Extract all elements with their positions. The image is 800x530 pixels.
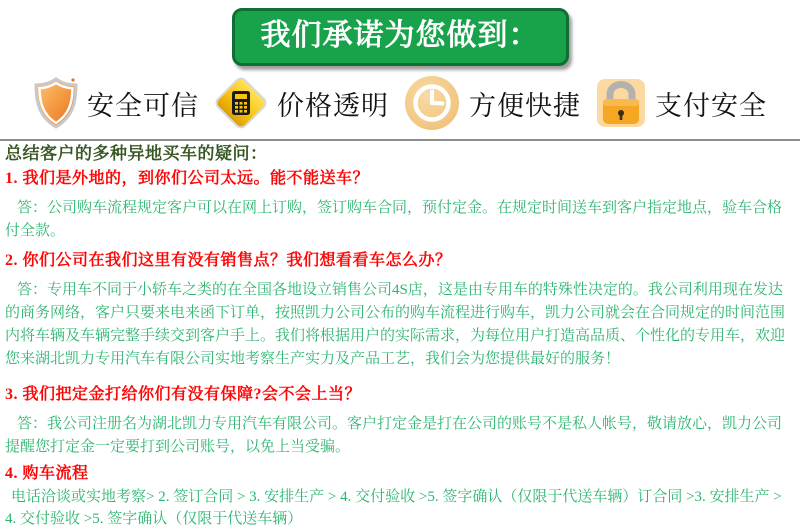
faq-question-3: 3. 我们把定金打给你们有没有保障?会不会上当？ bbox=[5, 386, 362, 403]
faq-question-1: 1. 我们是外地的，到你们公司太远。能不能送车？ bbox=[5, 170, 370, 187]
faq-heading: 总结客户的多种异地买车的疑问： bbox=[5, 144, 268, 163]
shield-icon bbox=[33, 76, 79, 130]
promise-label-payment: 支付安全 bbox=[655, 90, 767, 121]
promise-banner: 我们承诺为您做到： bbox=[232, 8, 569, 66]
faq-question-2: 2. 你们公司在我们这里有没有销售点？我们想看看车怎么办？ bbox=[5, 252, 452, 269]
promise-item-fast bbox=[403, 74, 581, 132]
faq-answer-2: 答：专用车不同于小轿车之类的在全国各地设立销售公司4S店，这是由专用车的特殊性决定的。我公司利用现在发达的商务网络，客户只要来电来函下订单，按照凯力公司公布的购车流程进行购车，凯力公司就会在合同规定的时间范围内将车辆及车辆完整手续交到客户手上。我们将根据用户的实际需求，为每位用户打造高品质、个性化的专用车，欢迎您来湖北凯力专用汽车有限公司实地考察生产实力及产品工艺，我们会为您提供最好的服务！ bbox=[5, 282, 786, 367]
promise-item-safe bbox=[33, 76, 199, 130]
faq-answer-3: 答：我公司注册名为湖北凯力专用汽车有限公司。客户打定金是打在公司的账号不是私人帐号，敬请放心，凯力公司提醒您打定金一定要打到公司账号，以免上当受骗。 bbox=[5, 416, 783, 455]
promise-item-payment bbox=[595, 77, 767, 129]
lock-icon bbox=[595, 77, 647, 129]
promise-item-price bbox=[213, 75, 389, 131]
promise-label-price: 价格透明 bbox=[277, 90, 389, 121]
purchase-process-steps: 电话洽谈或实地考察> 2. 签订合同 > 3. 安排生产 > 4. 交付验收 >5. 签字确认（仅限于代送车辆）订合同 >3. 安排生产 > 4. 交付验收 >5. 签字确认（仅限于代送车辆） bbox=[5, 489, 782, 527]
promise-label-fast: 方便快捷 bbox=[469, 90, 581, 121]
faq-section bbox=[0, 141, 800, 530]
promise-icons-row bbox=[0, 72, 800, 134]
promise-banner-row bbox=[0, 0, 800, 66]
clock-icon bbox=[403, 74, 461, 132]
promise-label-safe: 安全可信 bbox=[87, 90, 199, 121]
calculator-icon bbox=[213, 75, 269, 131]
faq-answer-1: 答：公司购车流程规定客户可以在网上订购，签订购车合同，预付定金。在规定时间送车到客户指定地点，验车合格付全款。 bbox=[5, 200, 783, 239]
purchase-process-title: 4. 购车流程 bbox=[5, 465, 89, 482]
